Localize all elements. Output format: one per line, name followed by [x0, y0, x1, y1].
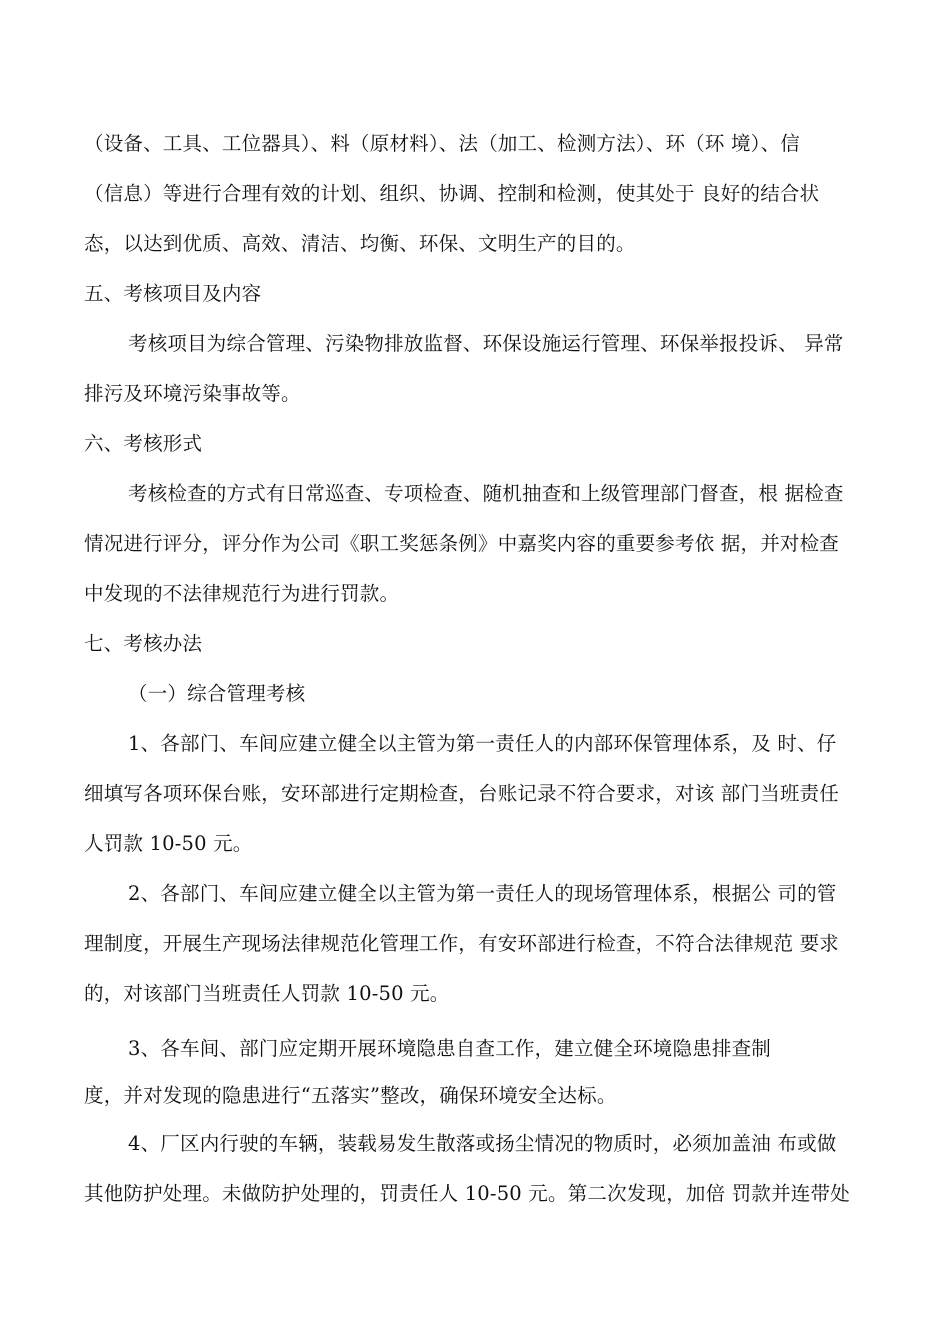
paragraph-line: 人罚款 10-50 元。: [84, 832, 253, 855]
paragraph-line: 1、各部门、车间应建立健全以主管为第一责任人的内部环保管理体系，及 时、仔: [128, 732, 837, 755]
paragraph-line: 态，以达到优质、高效、清洁、均衡、环保、文明生产的目的。: [84, 232, 636, 255]
paragraph-line: 情况进行评分，评分作为公司《职工奖惩条例》中嘉奖内容的重要参考依 据，并对检查: [84, 532, 839, 555]
paragraph-line: 细填写各项环保台账，安环部进行定期检查，台账记录不符合要求，对该 部门当班责任: [84, 782, 839, 805]
section-heading: 六、考核形式: [84, 432, 203, 455]
paragraph-line: （设备、工具、工位器具）、料（原材料）、法（加工、检测方法）、环（环 境）、信: [84, 132, 800, 155]
paragraph-line: 3、各车间、部门应定期开展环境隐患自查工作，建立健全环境隐患排查制: [128, 1037, 772, 1060]
paragraph-line: 考核检查的方式有日常巡查、专项检查、随机抽查和上级管理部门督查，根 据检查: [128, 482, 844, 505]
paragraph-line: 度，并对发现的隐患进行“五落实”整改，确保环境安全达标。: [84, 1084, 617, 1107]
section-heading: 七、考核办法: [84, 632, 203, 655]
paragraph-line: 排污及环境污染事故等。: [84, 382, 301, 405]
paragraph-line: 其他防护处理。未做防护处理的，罚责任人 10-50 元。第二次发现，加倍 罚款并连带处: [84, 1182, 850, 1205]
paragraph-line: 2、各部门、车间应建立健全以主管为第一责任人的现场管理体系，根据公 司的管: [128, 882, 837, 905]
paragraph-line: （信息）等进行合理有效的计划、组织、协调、控制和检测，使其处于 良好的结合状: [84, 182, 820, 205]
paragraph-line: 的，对该部门当班责任人罚款 10-50 元。: [84, 982, 450, 1005]
section-heading: 五、考核项目及内容: [84, 282, 262, 305]
paragraph-line: 中发现的不法律规范行为进行罚款。: [84, 582, 400, 605]
paragraph-line: 理制度，开展生产现场法律规范化管理工作，有安环部进行检查，不符合法律规范 要求: [84, 932, 839, 955]
paragraph-line: 考核项目为综合管理、污染物排放监督、环保设施运行管理、环保举报投诉、 异常: [128, 332, 844, 355]
subsection-heading: （一）综合管理考核: [128, 682, 306, 705]
paragraph-line: 4、厂区内行驶的车辆，装载易发生散落或扬尘情况的物质时，必须加盖油 布或做: [128, 1132, 837, 1155]
